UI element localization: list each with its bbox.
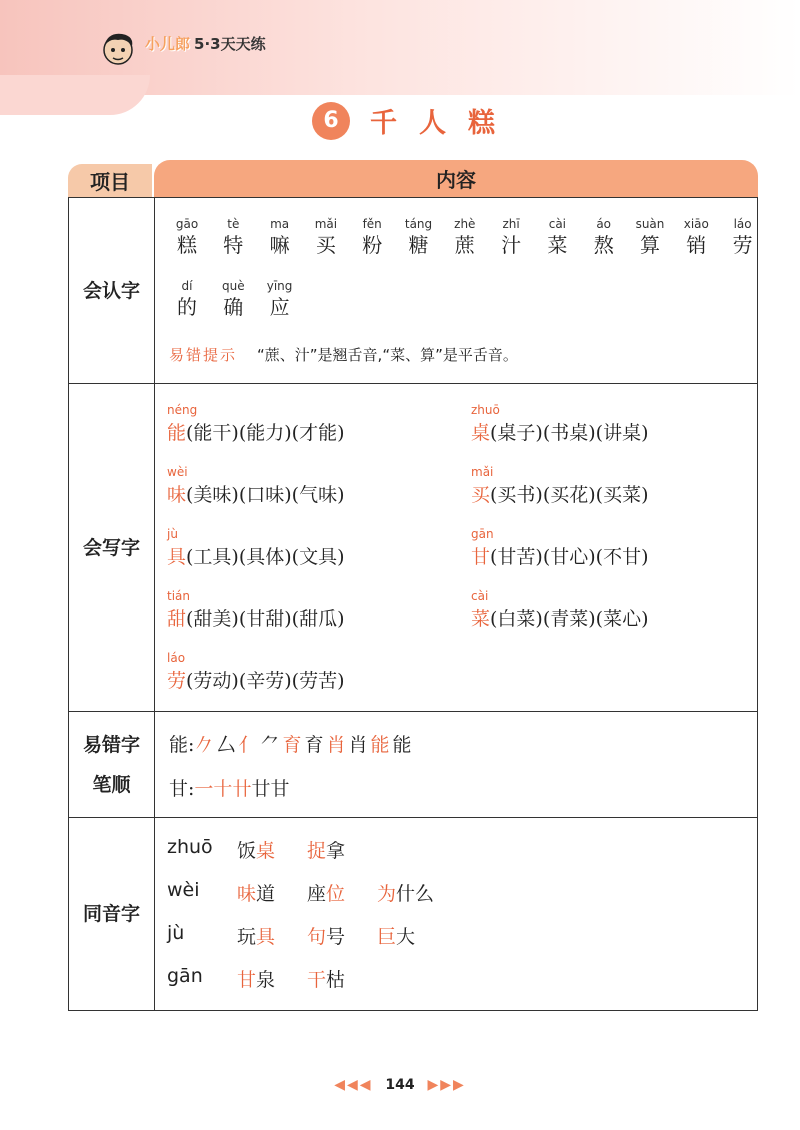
brand-main: 小儿郎 (145, 35, 191, 53)
word-target: 为 (377, 883, 397, 905)
word-line (471, 480, 649, 507)
word-line (471, 604, 649, 631)
word-target: 桌 (256, 840, 276, 862)
row-homophones (68, 818, 758, 1011)
pinyin: zhuō (167, 836, 213, 858)
stroke-step: 十 (213, 778, 233, 800)
page-footer (0, 1077, 800, 1093)
table-header (68, 160, 758, 197)
word-target: 甘 (237, 969, 257, 991)
pinyin-char (721, 216, 765, 258)
pinyin: gāo (175, 217, 199, 231)
pinyin: wèi (167, 465, 188, 479)
pinyin: tè (227, 217, 240, 231)
stroke-step: 肖 (326, 734, 346, 756)
pinyin: suàn (635, 217, 665, 231)
row-label (69, 712, 155, 817)
word-line (167, 542, 345, 569)
write-item (167, 464, 345, 507)
homophone-word (237, 879, 275, 906)
homophone-word (237, 836, 275, 863)
target-char: 甘 (471, 546, 491, 568)
pinyin: fěn (362, 217, 382, 231)
hanzi: 粉 (362, 233, 383, 257)
word-target: 位 (326, 883, 346, 905)
pinyin: jù (167, 922, 185, 944)
next-arrows-icon: ▶▶▶ (427, 1077, 466, 1093)
pinyin: cài (548, 217, 567, 231)
write-item (471, 526, 649, 569)
neng-prefix: 能: (169, 734, 195, 756)
page-number: 144 (385, 1077, 415, 1093)
target-char: 能 (167, 422, 187, 444)
stroke-step: 能 (370, 734, 390, 756)
row-recognize (68, 197, 758, 384)
word-line (471, 418, 649, 445)
homophone-word (307, 922, 345, 949)
stroke-step: 厶 (216, 734, 236, 756)
stroke-step: 甘 (270, 778, 290, 800)
pinyin-char (674, 216, 718, 258)
pinyin-char (350, 216, 394, 258)
word-list: (美味)(口味)(气味) (186, 484, 345, 506)
write-item (167, 588, 345, 631)
homophone-word (237, 965, 275, 992)
hanzi: 确 (223, 295, 244, 319)
hanzi: 熬 (593, 233, 614, 257)
brand (145, 33, 266, 54)
word-list: (桌子)(书桌)(讲桌) (490, 422, 649, 444)
pinyin-char (489, 216, 533, 258)
word-post: 拿 (326, 840, 346, 862)
homophone-word (377, 879, 434, 906)
word-post: 大 (396, 926, 416, 948)
pinyin: tián (167, 589, 190, 603)
pinyin: mǎi (471, 465, 494, 479)
brand-sub: 5·3天天练 (194, 35, 266, 53)
word-line (471, 542, 649, 569)
stroke-step: 育 (304, 734, 324, 756)
word-list: (工具)(具体)(文具) (186, 546, 345, 568)
stroke-step: 一 (194, 778, 214, 800)
pinyin: táng (404, 217, 433, 231)
pinyin: wèi (167, 879, 200, 901)
stroke-step: 育 (282, 734, 302, 756)
word-line (167, 480, 345, 507)
pinyin-char (397, 216, 441, 258)
hanzi: 特 (223, 233, 244, 257)
hanzi: 嘛 (269, 233, 290, 257)
pinyin-char (443, 216, 487, 258)
pinyin: xiāo (683, 217, 709, 231)
pinyin: yīng (266, 279, 293, 293)
word-target: 干 (307, 969, 327, 991)
pinyin: zhī (502, 217, 520, 231)
pinyin: jù (167, 527, 178, 541)
pinyin: dí (181, 279, 193, 293)
tip (169, 344, 518, 365)
pinyin: láo (167, 651, 186, 665)
homophone-line (167, 836, 667, 866)
word-list: (甘苦)(甘心)(不甘) (490, 546, 649, 568)
hanzi: 蔗 (454, 233, 475, 257)
write-item (471, 464, 649, 507)
target-char: 味 (167, 484, 187, 506)
pinyin: gān (471, 527, 494, 541)
word-pre: 饭 (237, 840, 257, 862)
hanzi: 糖 (408, 233, 429, 257)
pinyin: què (221, 279, 245, 293)
target-char: 菜 (471, 608, 491, 630)
word-list: (买书)(买花)(买菜) (490, 484, 649, 506)
word-target: 巨 (377, 926, 397, 948)
homophone-word (237, 922, 275, 949)
neng-strokes (169, 730, 415, 757)
homophone-word (307, 965, 345, 992)
row-strokes (68, 712, 758, 818)
pinyin-char (304, 216, 348, 258)
row-label: 同音字 (69, 818, 155, 1010)
homophone-word (307, 836, 345, 863)
pinyin: gān (167, 965, 203, 987)
homophone-word (307, 879, 345, 906)
target-char: 劳 (167, 670, 187, 692)
write-item (471, 402, 649, 445)
word-target: 具 (256, 926, 276, 948)
word-post: 号 (326, 926, 346, 948)
hanzi: 的 (177, 295, 197, 319)
word-target: 句 (307, 926, 327, 948)
word-list: (甜美)(甘甜)(甜瓜) (186, 608, 345, 630)
stroke-step: ⺈ (260, 734, 280, 756)
word-post: 道 (256, 883, 276, 905)
hanzi: 应 (269, 295, 290, 319)
pinyin-char (165, 216, 209, 258)
hanzi: 汁 (501, 233, 522, 257)
prev-arrows-icon: ◀◀◀ (334, 1077, 373, 1093)
hanzi: 劳 (732, 233, 753, 257)
hanzi: 算 (640, 233, 660, 257)
pinyin: ma (270, 217, 290, 231)
hanzi: 菜 (547, 233, 568, 257)
lesson-title: 千人糕 (370, 108, 517, 139)
word-pre: 座 (307, 883, 327, 905)
word-post: 什么 (396, 883, 435, 905)
row-label-line1: 易错字 (82, 733, 140, 756)
row-label-line2: 笔顺 (92, 773, 131, 796)
pinyin-char (628, 216, 672, 258)
word-line (167, 666, 345, 693)
pinyin: cài (471, 589, 489, 603)
homophone-line (167, 879, 667, 909)
word-post: 泉 (256, 969, 276, 991)
stroke-step: 卄 (232, 778, 252, 800)
target-char: 桌 (471, 422, 491, 444)
stroke-step: 亻 (238, 734, 258, 756)
row-label: 会认字 (69, 198, 155, 383)
target-char: 买 (471, 484, 491, 506)
hanzi: 销 (686, 233, 707, 257)
write-item (167, 650, 345, 693)
word-list: (劳动)(辛劳)(劳苦) (186, 670, 345, 692)
tip-label: 易错提示 (169, 346, 238, 364)
row-write (68, 384, 758, 712)
pinyin-char (211, 216, 255, 258)
stroke-step: 肖 (348, 734, 368, 756)
gan-prefix: 甘: (169, 778, 195, 800)
pinyin-char (258, 278, 302, 320)
word-list: (能干)(能力)(才能) (186, 422, 345, 444)
write-item (167, 402, 345, 445)
lesson-number: 6 (312, 102, 350, 140)
homophone-word (377, 922, 415, 949)
word-pre: 玩 (237, 926, 257, 948)
word-target: 味 (237, 883, 257, 905)
pinyin: áo (596, 217, 612, 231)
tip-text: “蔗、汁”是翘舌音,“菜、算”是平舌音。 (257, 346, 518, 364)
target-char: 甜 (167, 608, 187, 630)
word-list: (白菜)(青菜)(菜心) (490, 608, 649, 630)
header-content: 内容 (154, 160, 758, 197)
pinyin-char (165, 278, 209, 320)
mascot-icon (100, 30, 136, 70)
homophone-line (167, 965, 667, 995)
pinyin: zhè (454, 217, 476, 231)
word-post: 枯 (326, 969, 346, 991)
pinyin: zhuō (471, 403, 500, 417)
pinyin-char (535, 216, 579, 258)
hanzi: 糕 (177, 233, 197, 257)
lesson-heading (312, 101, 517, 140)
word-target: 捉 (307, 840, 327, 862)
target-char: 具 (167, 546, 187, 568)
write-item (167, 526, 345, 569)
pinyin: néng (167, 403, 198, 417)
gan-strokes (169, 774, 289, 801)
stroke-step: 廿 (251, 778, 271, 800)
pinyin-char (582, 216, 626, 258)
write-item (471, 588, 649, 631)
header-item: 项目 (68, 164, 152, 197)
word-line (167, 418, 345, 445)
row-label: 会写字 (69, 384, 155, 711)
pinyin-char (258, 216, 302, 258)
homophone-line (167, 922, 667, 952)
stroke-step: 能 (392, 734, 412, 756)
hanzi: 买 (315, 233, 336, 257)
pinyin-char (211, 278, 255, 320)
word-line (167, 604, 345, 631)
pinyin: láo (733, 217, 752, 231)
stroke-step: 𠂊 (194, 734, 214, 756)
pinyin: mǎi (314, 217, 338, 231)
